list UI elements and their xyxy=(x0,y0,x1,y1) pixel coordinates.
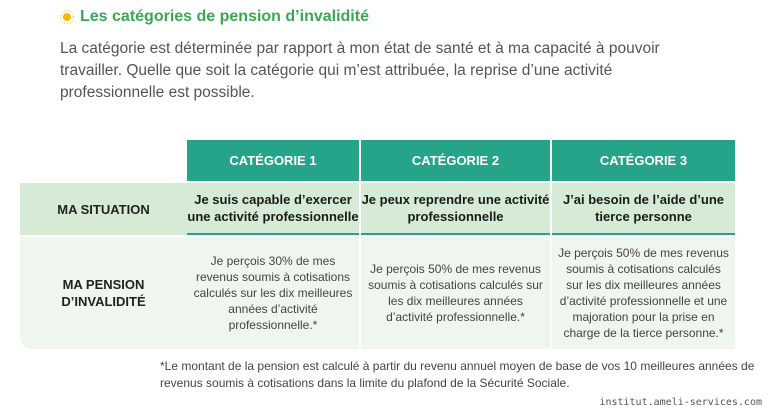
column-header-categorie-2: CATÉGORIE 2 xyxy=(361,140,550,181)
pension-cell-2: Je perçois 50% de mes revenus soumis à cotisations calculés sur les dix meilleures années d’activité professionnelle.* xyxy=(361,237,550,349)
pension-cell-1: Je perçois 30% de mes revenus soumis à cotisations calculés sur les dix meilleures années d’activité professionnelle.* xyxy=(187,237,359,349)
situation-cell-3: J’ai besoin de l’aide d’une tierce personne xyxy=(552,183,735,235)
sun-bullet-icon xyxy=(60,10,74,24)
table-header-row xyxy=(20,140,744,181)
table-row-pension xyxy=(20,237,744,349)
row-label-pension: MA PENSION D’INVALIDITÉ xyxy=(20,237,187,349)
row-label-situation: MA SITUATION xyxy=(20,183,187,235)
column-header-categorie-1: CATÉGORIE 1 xyxy=(187,140,359,181)
situation-cell-2: Je peux reprendre une activité professionnelle xyxy=(361,183,550,235)
table-row-situation xyxy=(20,183,744,235)
watermark: institut.ameli-services.com xyxy=(599,397,762,408)
page-title: Les catégories de pension d’invalidité xyxy=(80,8,369,25)
situation-cell-1: Je suis capable d’exercer une activité professionnelle xyxy=(187,183,359,235)
header-empty-cell xyxy=(20,140,187,181)
section-heading xyxy=(60,8,369,26)
footnote: *Le montant de la pension est calculé à partir du revenu annuel moyen de base de vos 10 meilleures années de revenus soumis à cotisations dans la limite du plafond de la Sécurité Sociale. xyxy=(160,359,755,390)
categories-table xyxy=(20,140,744,349)
intro-paragraph: La catégorie est déterminée par rapport à mon état de santé et à ma capacité à pouvoir travailler. Quelle que soit la catégorie qui m’est attribuée, la reprise d’une activité professionnelle est possible. xyxy=(60,40,660,101)
pension-cell-3: Je perçois 50% de mes revenus soumis à cotisations calculés sur les dix meilleures années d’activité professionnelle et une majoration pour la prise en charge de la tierce personne.* xyxy=(552,237,735,349)
column-header-categorie-3: CATÉGORIE 3 xyxy=(552,140,735,181)
